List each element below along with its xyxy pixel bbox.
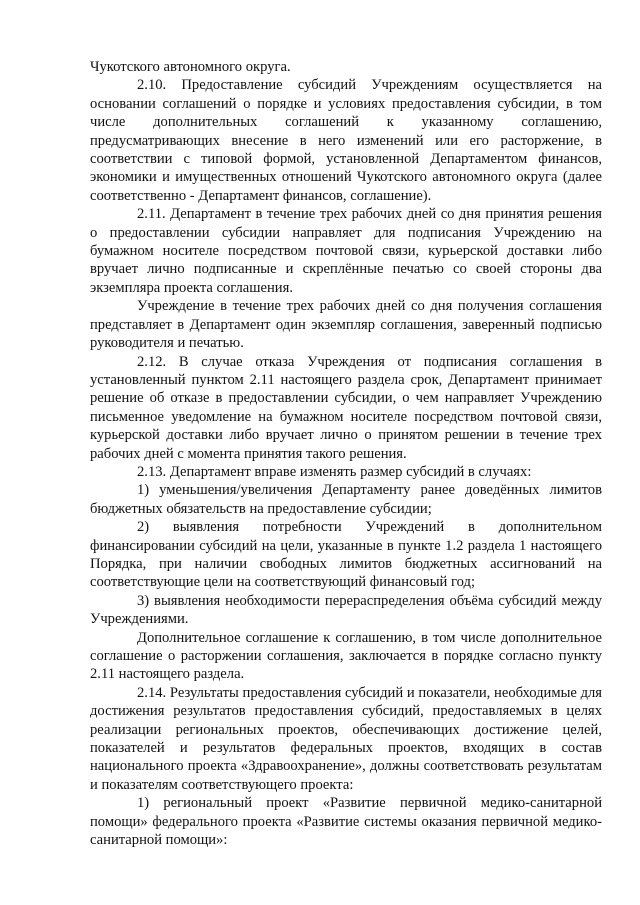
paragraph-2-10: 2.10. Предоставление субсидий Учреждениям осуществляется на основании соглашений о порядке и условиях предоставления субсидии, в том числе дополнительных соглашений к указанному соглашению, предусматривающих внесение в него изменений или его расторжение, в соответствии с типовой формой, установленной Департаментом финансов, экономики и имущественных отношений Чукотского автономного округа (далее соответственно - Департамент финансов, соглашение). <box>90 77 602 204</box>
paragraph-additional-agreement: Дополнительное соглашение к соглашению, в том числе дополнительное соглашение о расторжении соглашения, заключается в порядке согласно пункту 2.11 настоящего раздела. <box>90 629 602 683</box>
paragraph-2-13-item-2: 2) выявления потребности Учреждений в дополнительном финансировании субсидий на цели, указанные в пункте 1.2 раздела 1 настоящего Порядка, при наличии свободных лимитов бюджетных ассигнований на соответствующие цели на соответствующий финансовый год; <box>90 519 602 591</box>
paragraph-2-12: 2.12. В случае отказа Учреждения от подписания соглашения в установленный пунктом 2.11 настоящего раздела срок, Департамент принимает решение об отказе в предоставлении субсидии, о чем направляет Учреждению письменное уведомление на бумажном носителе посредством почтовой связи, курьерской доставки либо вручает лично о принятом решении в течение трех рабочих дней с момента принятия такого решения. <box>90 353 602 462</box>
document-page <box>90 58 602 849</box>
paragraph-2-11: 2.11. Департамент в течение трех рабочих дней со дня принятия решения о предоставлении субсидии направляет для подписания Учреждению на бумажном носителе посредством почтовой связи, курьерской доставки либо вручает лично подписанные и скреплённые печатью со своей стороны два экземпляра проекта соглашения. <box>90 206 602 296</box>
paragraph-2-13-item-1: 1) уменьшения/увеличения Департаменту ранее доведённых лимитов бюджетных обязательств на предоставление субсидии; <box>90 482 602 517</box>
paragraph-2-11-cont: Учреждение в течение трех рабочих дней со дня получения соглашения представляет в Департамент один экземпляр соглашения, заверенный подписью руководителя и печатью. <box>90 298 602 352</box>
paragraph-2-14-item-1: 1) региональный проект «Развитие первичной медико-санитарной помощи» федерального проекта «Развитие системы оказания первичной медико-санитарной помощи»: <box>90 795 602 849</box>
paragraph-2-13-item-3: 3) выявления необходимости перераспределения объёма субсидий между Учреждениями. <box>90 592 602 628</box>
paragraph-continuation: Чукотского автономного округа. <box>90 59 291 75</box>
paragraph-2-14: 2.14. Результаты предоставления субсидий и показатели, необходимые для достижения результатов предоставления субсидий, предоставляемых в целях реализации региональных проектов, обеспечивающих достижение целей, показателей и результатов федеральных проектов, входящих в состав национального проекта «Здравоохранение», должны соответствовать результатам и показателям соответствующего проекта: <box>90 684 602 793</box>
paragraph-2-13: 2.13. Департамент вправе изменять размер субсидий в случаях: <box>137 463 532 480</box>
